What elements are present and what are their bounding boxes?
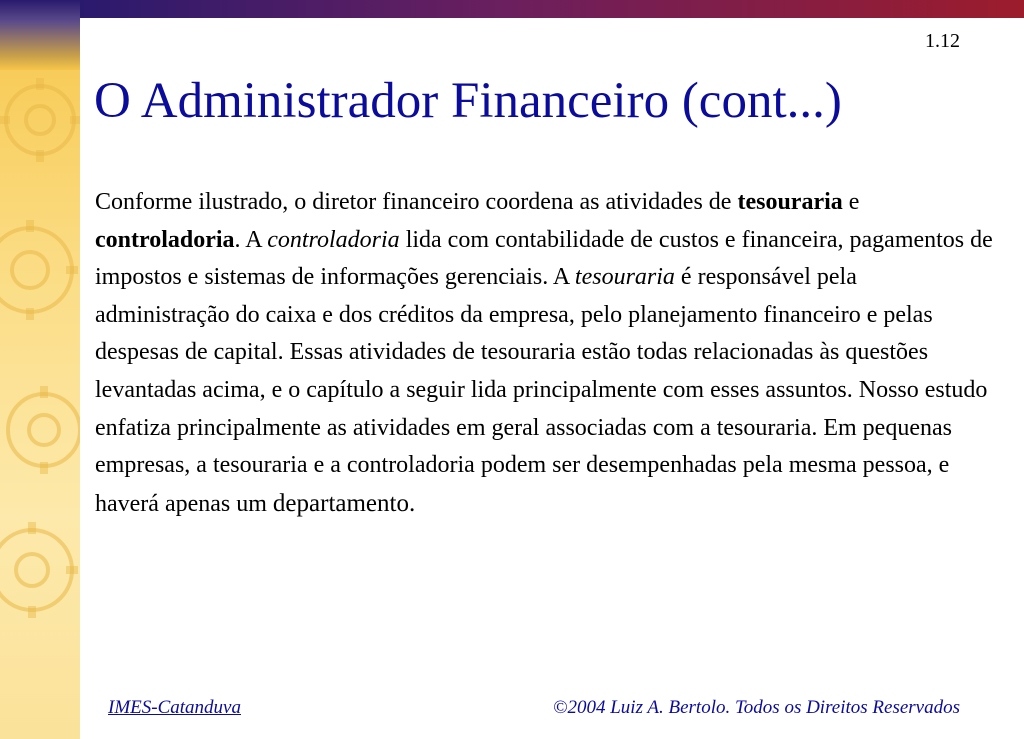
italic-term-controladoria: controladoria	[267, 226, 400, 253]
body-text-segment: lida com contabilidade de custos e financeira, pagamentos de impostos e sistemas de informações gerenciais. A	[95, 226, 993, 291]
body-text-segment: . A	[234, 226, 268, 253]
body-text-segment: Conforme ilustrado, o diretor financeiro coordena as atividades de	[95, 189, 738, 215]
footer-institution: IMES-Catanduva	[108, 697, 241, 718]
bold-term-controladoria: controladoria	[95, 226, 235, 253]
bold-term-tesouraria: tesouraria	[737, 189, 843, 215]
decorative-side-strip	[0, 0, 80, 739]
body-paragraph	[95, 184, 995, 523]
slide-number: 1.12	[925, 30, 960, 52]
gear-decoration-icon	[0, 60, 80, 620]
body-text-segment: e	[842, 189, 860, 215]
body-text-segment: é responsável pela administração do caixa e dos créditos da empresa, pelo planejamento financeiro e pelas despesas de capital. Essas atividades de tesouraria estão todas relacionadas às questões levantadas acima, e o capítulo a seguir lida principalmente com esses assuntos. Nosso estudo enfatiza principalmente as atividades em geral associadas com a tesouraria. Em pequenas empresas, a tesouraria e a controladoria podem ser desempenhadas pela mesma pessoa, e haverá apenas um	[95, 264, 988, 517]
top-gradient-bar	[80, 0, 1024, 18]
body-text-final-word: departamento.	[272, 489, 416, 517]
footer-copyright: ©2004 Luiz A. Bertolo. Todos os Direitos Reservados	[553, 697, 960, 718]
slide-title: O Administrador Financeiro (cont...)	[94, 73, 842, 129]
italic-term-tesouraria: tesouraria	[574, 264, 675, 291]
